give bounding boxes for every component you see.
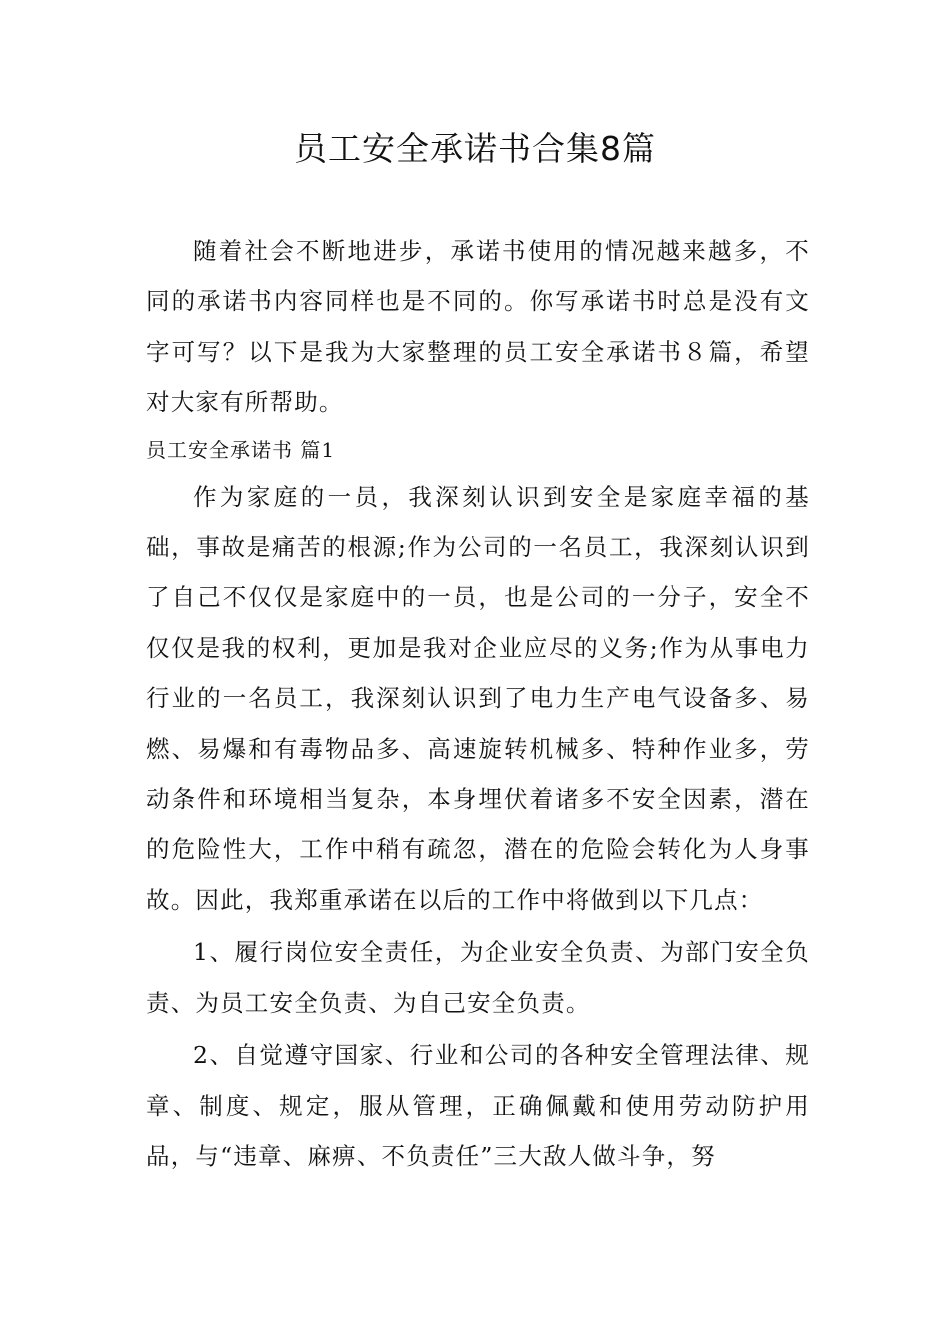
- list-item-2: 2、自觉遵守国家、行业和公司的各种安全管理法律、规章、制度、规定，服从管理，正确佩戴和使用劳动防护用品，与“违章、麻痹、不负责任”三大敌人做斗争，努: [146, 1041, 810, 1170]
- document-title: 员工安全承诺书合集8篇: [294, 129, 656, 168]
- intro-paragraph: 随着社会不断地进步，承诺书使用的情况越来越多，不同的承诺书内容同样也是不同的。你写承诺书时总是没有文字可写？以下是我为大家整理的员工安全承诺书８篇，希望对大家有所帮助。: [146, 237, 810, 417]
- body-paragraph-1: 作为家庭的一员，我深刻认识到安全是家庭幸福的基础，事故是痛苦的根源;作为公司的一名员工，我深刻认识到了自己不仅仅是家庭中的一员，也是公司的一分子，安全不仅仅是我的权利，更加是我对企业应尽的义务;作为从事电力行业的一名员工，我深刻认识到了电力生产电气设备多、易燃、易爆和有毒物品多、高速旋转机械多、特种作业多，劳动条件和环境相当复杂，本身埋伏着诸多不安全因素，潜在的危险性大，工作中稍有疏忽，潜在的危险会转化为人身事故。因此，我郑重承诺在以后的工作中将做到以下几点：: [146, 482, 810, 914]
- list-item-1: 1、履行岗位安全责任，为企业安全负责、为部门安全负责、为员工安全负责、为自己安全负责。: [146, 938, 810, 1017]
- section-heading: 员工安全承诺书 篇1: [146, 437, 336, 462]
- document-body: [146, 226, 810, 1181]
